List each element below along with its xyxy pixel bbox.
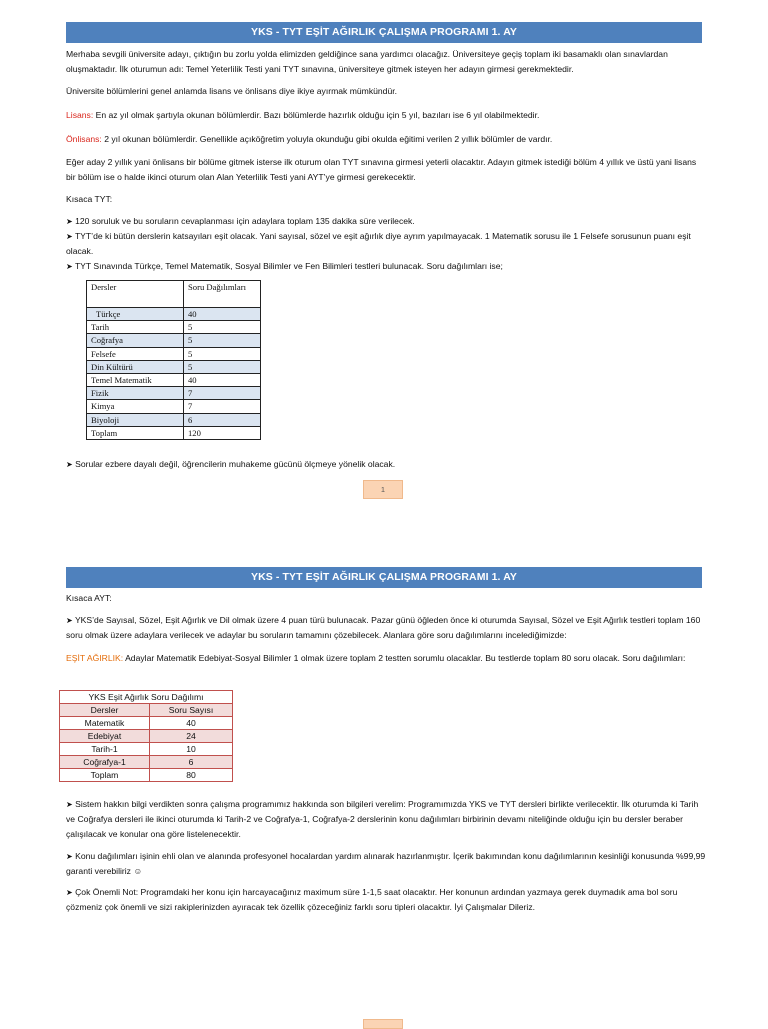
ayt-paragraph-4: ➤ Çok Önemli Not: Programdaki her konu için harcayacağınız maximum süre 1-1,5 saat olacaktır. Her konunun ardından yazmaya gerek duymadık ama bol soru çözmeniz çok önemli ve sizi rakiplerinizden ayıracak tek özellik çözeceğiniz farklı soru tipleri olacaktır. İyi Çalışmalar Dileriz. [66, 887, 678, 913]
table-caption: YKS Eşit Ağırlık Soru Dağılımı [60, 691, 233, 704]
table-cell: Türkçe [87, 308, 184, 321]
table-cell: Coğrafya [87, 334, 184, 347]
table-cell: Coğrafya-1 [60, 756, 150, 769]
table-header-row [87, 281, 261, 308]
lisans-text: En az yıl olmak şartıyla okunan bölümlerdir. Bazı bölümlerde hazırlık olduğu için 5 yıl, bazıları ise 6 yıl olabilmektedir. [93, 110, 540, 120]
bullet-arrow-icon: ➤ [66, 460, 73, 469]
page2-title-banner: YKS - TYT EŞİT AĞIRLIK ÇALIŞMA PROGRAMI 1. AY [66, 567, 702, 588]
aday-paragraph: Eğer aday 2 yıllık yani önlisans bir bölüme gitmek isterse ilk oturum olan TYT sınavına girmesi yeterli olacaktır. Adayın gitmek istediği bölüm 4 yıllık ve üstü yani lisans bir bölüm ise o halde ikinci oturum olan Alan Yeterlilik Testi yani AYT’ye girmesi gerekecektir. [66, 157, 697, 183]
table-cell: 6 [184, 413, 261, 426]
table-cell: Toplam [60, 769, 150, 782]
table-row [87, 400, 261, 413]
esit-agirlik-paragraph: EŞİT AĞIRLIK: Adaylar Matematik Edebiyat-Sosyal Bilimler 1 olmak üzere toplam 2 testten sorumlu olacaklar. Bu testlerde toplam 80 soru olacak. Soru dağılımları: [66, 653, 686, 663]
table-header-cell: Soru Dağılımları [184, 281, 261, 308]
table-row [87, 373, 261, 386]
bullet-arrow-icon: ➤ [66, 852, 73, 861]
table-row [87, 413, 261, 426]
tyt-bullet-2: ➤ TYT’de ki bütün derslerin katsayıları eşit olacak. Yani sayısal, sözel ve eşit ağırlık diye ayrım yapılmayacak. 1 Matematik sorusu ile 1 Felsefe sorusunun puanı eşit olacak. [66, 231, 691, 257]
bullet-arrow-icon: ➤ [66, 217, 73, 226]
table-header-cell: Dersler [60, 704, 150, 717]
table-row [87, 347, 261, 360]
table-cell: 80 [150, 769, 233, 782]
table-cell: Fizik [87, 387, 184, 400]
table-cell: Matematik [60, 717, 150, 730]
tyt-question-table [86, 280, 261, 440]
table-cell: Edebiyat [60, 730, 150, 743]
page1-title-banner: YKS - TYT EŞİT AĞIRLIK ÇALIŞMA PROGRAMI 1. AY [66, 22, 702, 43]
page-number-badge-2 [363, 1019, 403, 1029]
tyt-closing: ➤ Sorular ezbere dayalı değil, öğrencilerin muhakeme gücünü ölçmeye yönelik olacak. [66, 459, 396, 469]
table-cell: 6 [150, 756, 233, 769]
table-cell: Din Kültürü [87, 360, 184, 373]
categories-paragraph: Üniversite bölümlerini genel anlamda lisans ve önlisans diye ikiye ayırmak mümkündür. [66, 86, 398, 96]
onlisans-text: 2 yıl okunan bölümlerdir. Genellikle açıköğretim yoluyla okunduğu gibi okulda eğitimi verilen 2 yıllık bölümler de vardır. [101, 134, 553, 144]
tyt-bullet-3: ➤ TYT Sınavında Türkçe, Temel Matematik, Sosyal Bilimler ve Fen Bilimleri testleri bulunacak. Soru dağılımları ise; [66, 261, 503, 271]
onlisans-paragraph [66, 132, 706, 147]
table-row [87, 334, 261, 347]
table-cell: 40 [184, 373, 261, 386]
table-row [87, 308, 261, 321]
kisaca-ayt-label: Kısaca AYT: [66, 593, 112, 603]
table-row [60, 730, 233, 743]
table-header-cell: Dersler [87, 281, 184, 308]
table-cell: 7 [184, 387, 261, 400]
table-cell: 5 [184, 334, 261, 347]
table-cell: Temel Matematik [87, 373, 184, 386]
table-row [60, 743, 233, 756]
table-row [60, 756, 233, 769]
table-cell: Toplam [87, 426, 184, 439]
tyt-bullet-1: ➤ 120 soruluk ve bu soruların cevaplanması için adaylara toplam 135 dakika süre verilecek. [66, 216, 415, 226]
table-row [87, 360, 261, 373]
table-row [87, 387, 261, 400]
table-row [87, 321, 261, 334]
table-cell: 7 [184, 400, 261, 413]
ayt-paragraph-3: ➤ Konu dağılımları işinin ehli olan ve alanında profesyonel hocalardan yardım alınarak hazırlanmıştır. İçerik bakımından konu dağılımlarının kesinliği konusunda %99,99 garanti verebiliriz ☺ [66, 851, 706, 877]
intro-paragraph: Merhaba sevgili üniversite adayı, çıktığın bu zorlu yolda elimizden geldiğince sana yardımcı olacağız. Üniversiteye geçiş toplam iki basamaklı olan sınavlardan oluşmaktadır. İlk oturumun adı: Temel Yeterlilik Testi yani TYT sınavına, üniversiteye gitmek isteyen her adayın girmesi gerekmektedir. [66, 49, 668, 75]
bullet-arrow-icon: ➤ [66, 888, 73, 897]
table-caption-row [60, 691, 233, 704]
lisans-paragraph [66, 108, 706, 123]
table-cell: 24 [150, 730, 233, 743]
table-cell: 120 [184, 426, 261, 439]
table-cell: 40 [184, 308, 261, 321]
table-cell: 10 [150, 743, 233, 756]
ayt-paragraph-1: ➤ YKS’de Sayısal, Sözel, Eşit Ağırlık ve Dil olmak üzere 4 puan türü bulunacak. Pazar günü öğleden önce ki oturumda Sayısal, Sözel ve Eşit Ağırlık testleri toplam 160 soru olmak üzere adaylara verilecek ve adaylar bu soruların tamamını çözebilecek. Alanlara göre soru dağılımlarını incelediğimizde: [66, 615, 701, 641]
table-cell: 5 [184, 321, 261, 334]
table-cell: Tarih [87, 321, 184, 334]
ayt-paragraph-2: ➤ Sistem hakkın bilgi verdikten sonra çalışma programımız hakkında son bilgileri verelim: Programımızda YKS ve TYT dersleri birlikte verilecektir. İlk oturumda ki Tarih ve Coğrafya dersleri ile ikinci oturumda ki Tarih-2 ve Coğrafya-1, Coğrafya-2 derslerinin konu dağılımları birbirinin devamı niteliğinde olduğu için bu dersler beraber çalışılacak ve konular ona göre listelenecektir. [66, 799, 699, 840]
kisaca-tyt-label: Kısaca TYT: [66, 194, 113, 204]
table-row [60, 717, 233, 730]
bullet-arrow-icon: ➤ [66, 232, 73, 241]
table-cell: 5 [184, 360, 261, 373]
table-row [87, 426, 261, 439]
table-cell: Tarih-1 [60, 743, 150, 756]
table-cell: 40 [150, 717, 233, 730]
onlisans-label: Önlisans: [66, 134, 102, 144]
bullet-arrow-icon: ➤ [66, 262, 73, 271]
table-cell: 5 [184, 347, 261, 360]
lisans-label: Lisans: [66, 110, 94, 120]
ea-question-table [59, 690, 233, 782]
table-cell: Biyoloji [87, 413, 184, 426]
page-number-badge: 1 [363, 480, 403, 499]
table-cell: Felsefe [87, 347, 184, 360]
esit-agirlik-label: EŞİT AĞIRLIK: [66, 653, 124, 663]
bullet-arrow-icon: ➤ [66, 616, 73, 625]
bullet-arrow-icon: ➤ [66, 800, 73, 809]
table-header-cell: Soru Sayısı [150, 704, 233, 717]
table-cell: Kimya [87, 400, 184, 413]
table-row [60, 769, 233, 782]
table-header-row [60, 704, 233, 717]
